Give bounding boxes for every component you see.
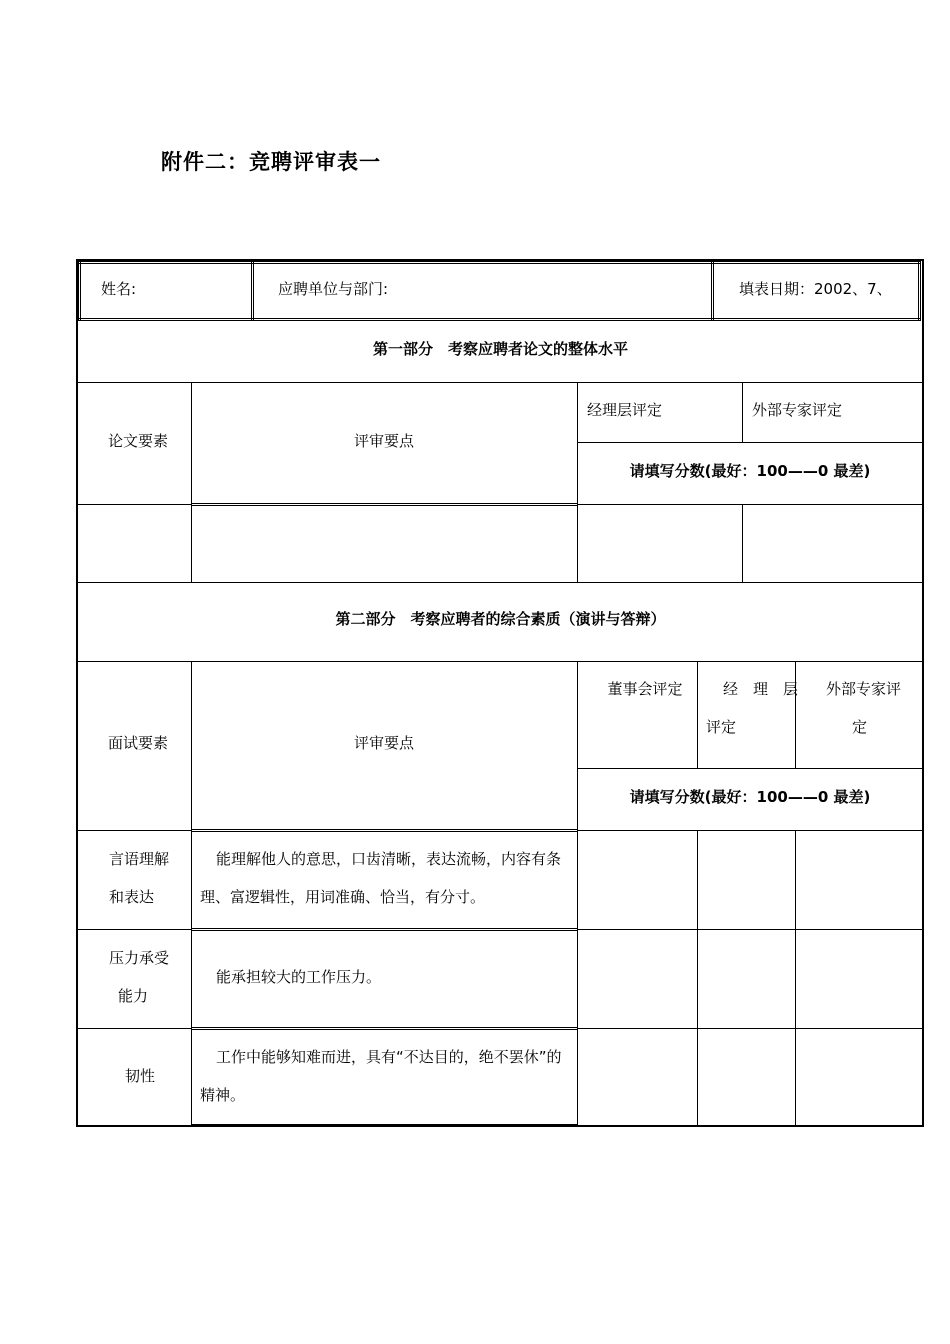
part1-manager-label: 经理层评定 [587,401,663,419]
part2-score-note: 请填写分数(最好：100——0 最差) [629,788,871,806]
divider [78,318,921,321]
part2-expert-label-cont: 定 [852,718,868,736]
part2-heading: 第二部分 考察应聘者的综合素质（演讲与答辩） [335,610,666,628]
factor-description: 能理解他人的意思，口齿清晰，表达流畅，内容有条理、富逻辑性，用词准确、恰当，有分寸。 [200,850,562,906]
divider [191,382,192,583]
divider [918,261,921,321]
divider [191,829,577,832]
divider [577,1028,923,1029]
divider [697,661,698,768]
divider [191,928,577,931]
factor-label: 压力承受 [109,949,170,967]
divider [191,1124,577,1127]
divider [78,261,921,264]
divider [577,382,578,583]
divider [78,661,923,662]
factor-label-cont: 能力 [118,987,149,1005]
part2-manager-label-cont: 评定 [706,718,737,736]
factor-label: 韧性 [125,1067,156,1085]
divider [742,382,743,442]
divider [78,382,923,383]
divider [78,504,191,505]
name-label: 姓名: [101,280,137,298]
divider [78,261,81,321]
divider [78,830,191,831]
page-title: 附件二：竞聘评审表一 [161,150,381,174]
divider [711,261,714,321]
date-label: 填表日期：2002、7、 [739,280,892,298]
divider [251,261,254,321]
factor-description: 能承担较大的工作压力。 [216,968,382,986]
divider [78,582,923,583]
part1-heading: 第一部分 考察应聘者论文的整体水平 [372,340,628,358]
divider [577,661,578,1127]
divider [795,661,796,768]
part2-board-label: 董事会评定 [607,680,683,698]
divider [191,503,577,506]
divider [697,830,698,1127]
divider [577,929,923,930]
factor-label-cont: 和表达 [109,888,155,906]
divider [577,504,923,505]
divider [577,830,923,831]
factor-description: 工作中能够知难而进，具有“不达目的，绝不罢休”的精神。 [200,1048,562,1104]
part2-expert-label: 外部专家评 [826,680,902,698]
factor-label: 言语理解 [109,850,170,868]
divider [795,830,796,1127]
part1-expert-label: 外部专家评定 [752,401,843,419]
divider [577,442,923,443]
divider [742,504,743,583]
divider [78,929,191,930]
unit-label: 应聘单位与部门: [278,280,389,298]
part2-element-label: 面试要素 [108,734,169,752]
part1-points-label: 评审要点 [353,432,414,450]
part2-manager-label: 经 理 层 [723,680,799,698]
divider [191,1027,577,1030]
part1-element-label: 论文要素 [108,432,169,450]
part1-score-note: 请填写分数(最好：100——0 最差) [629,462,871,480]
divider [191,661,192,1127]
divider [577,768,923,769]
divider [78,1028,191,1029]
part2-points-label: 评审要点 [353,734,414,752]
